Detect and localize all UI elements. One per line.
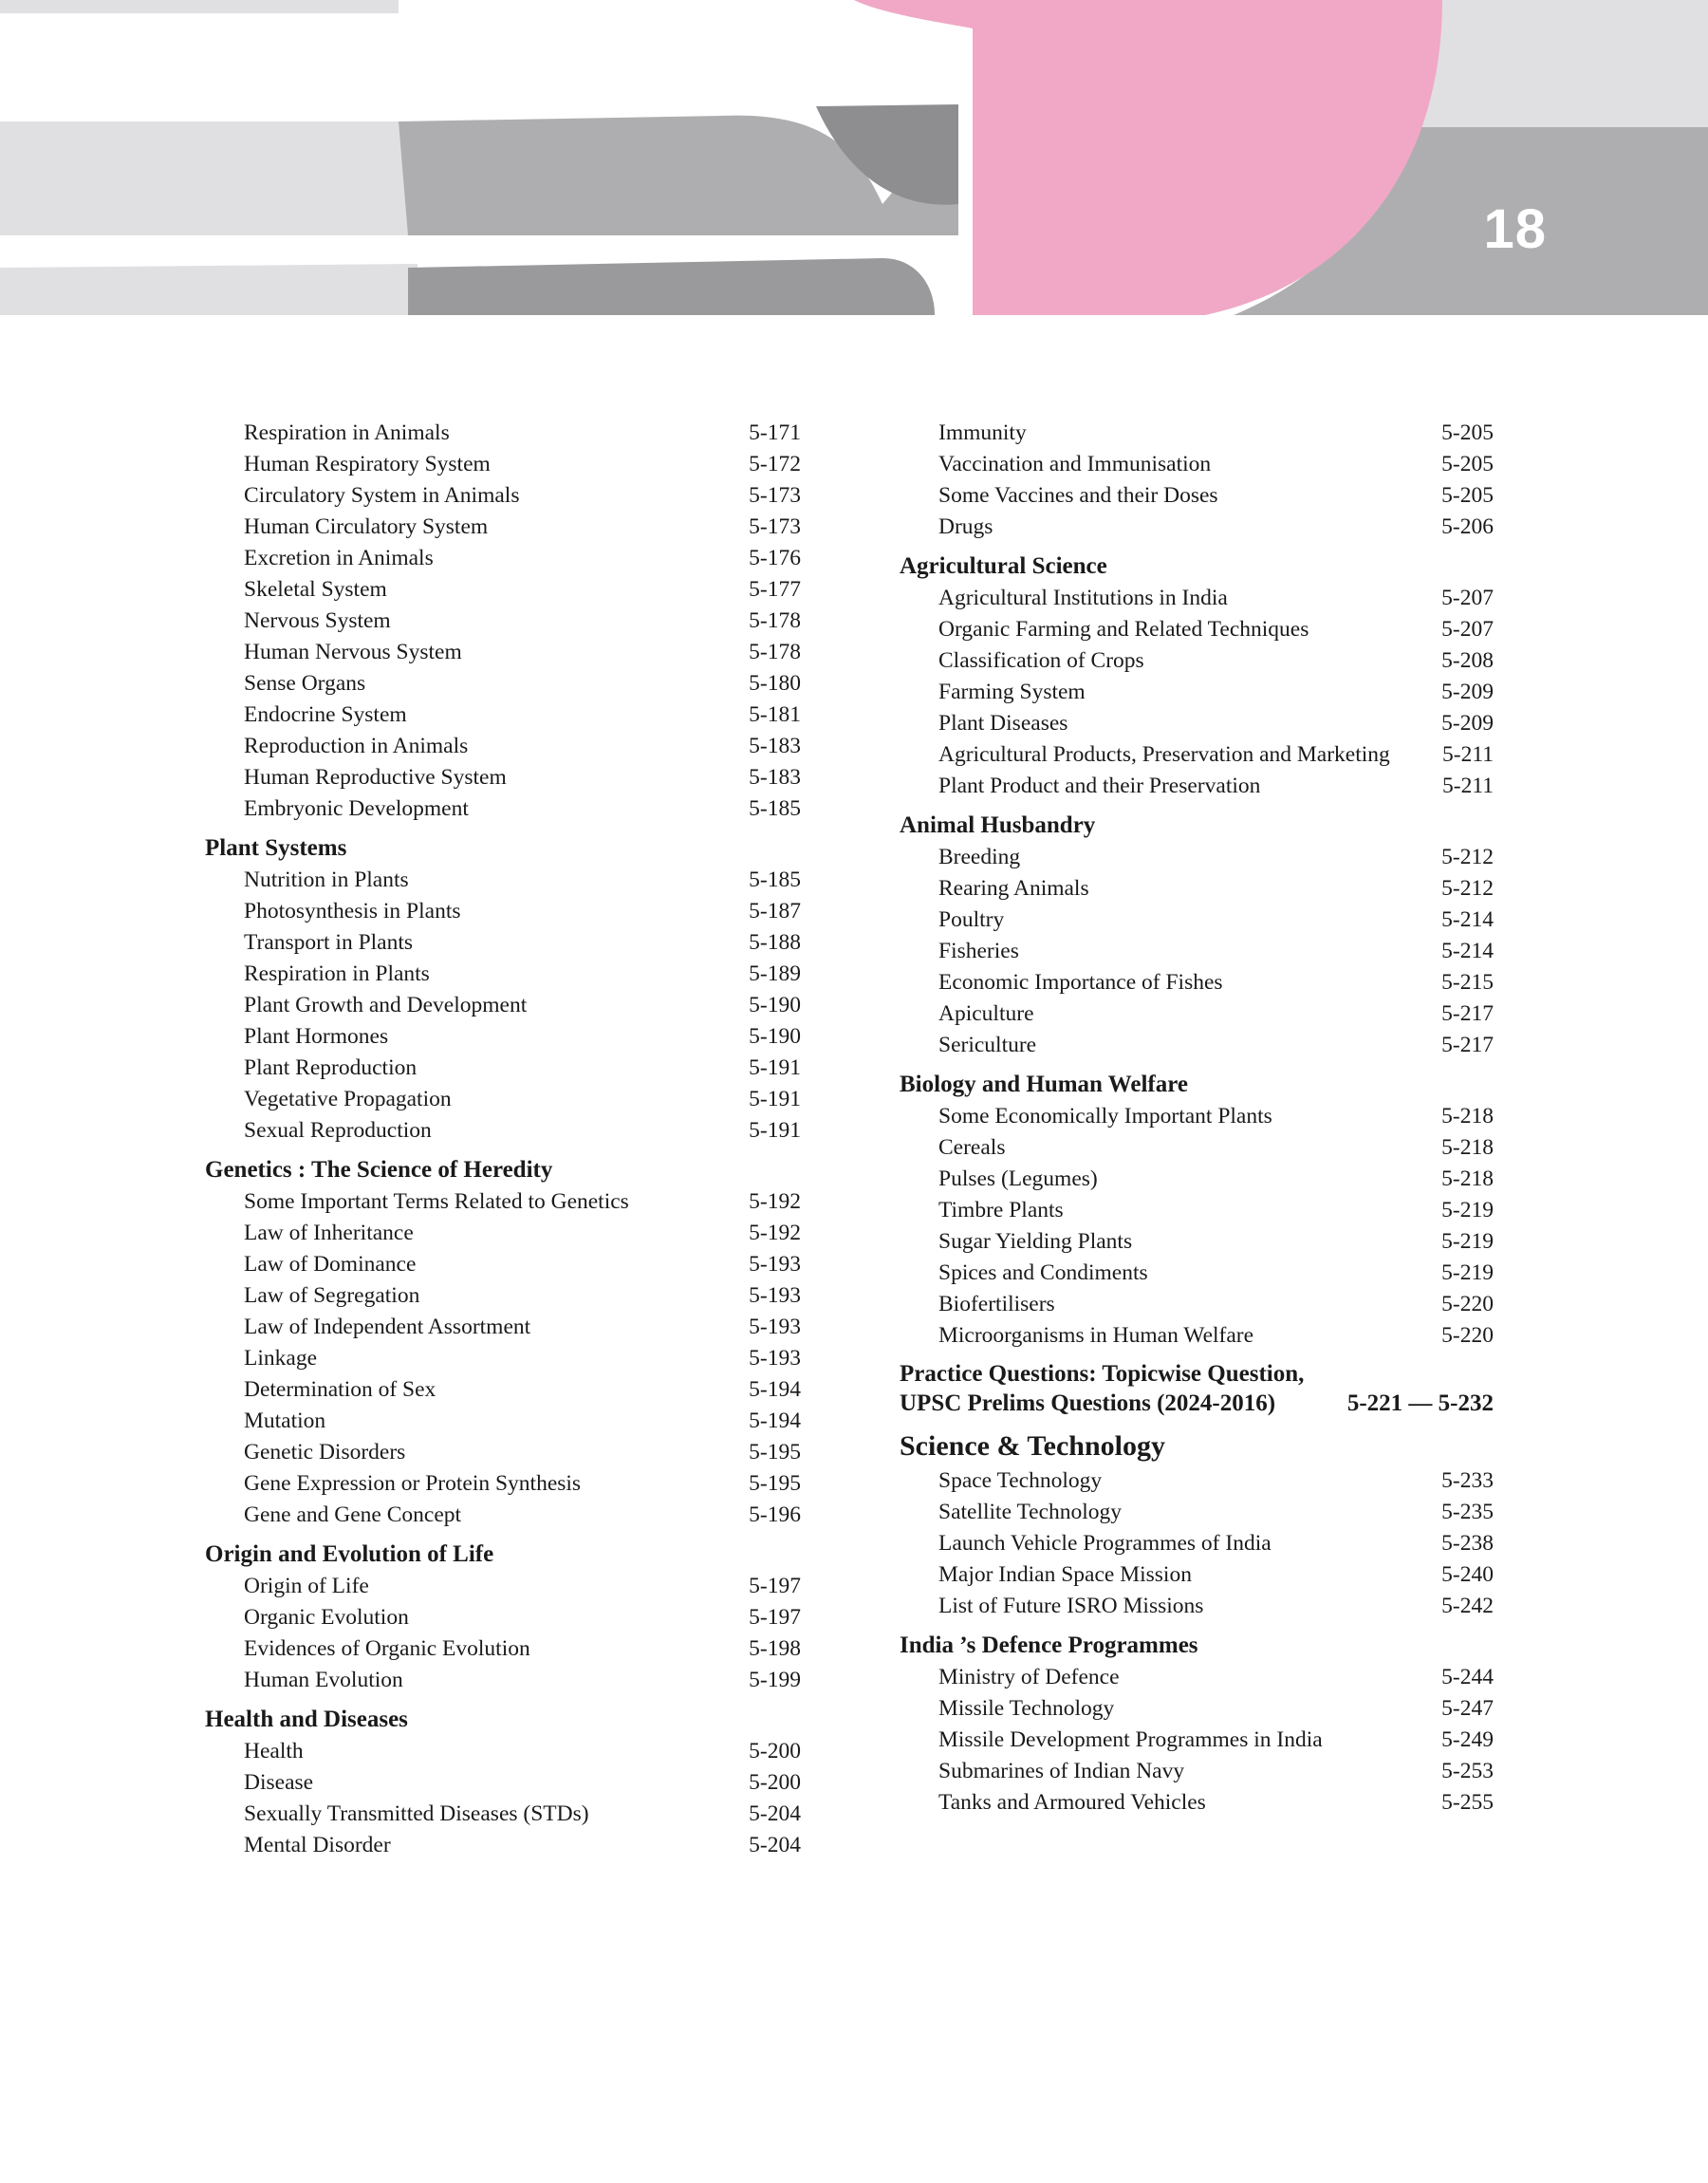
toc-entry-page: 5-207 (1441, 586, 1494, 610)
toc-entry[interactable] (205, 927, 801, 959)
toc-entry[interactable] (205, 1280, 801, 1312)
toc-entry-label: Tanks and Armoured Vehicles (938, 1790, 1206, 1815)
toc-entry-label: Sexual Reproduction (244, 1118, 432, 1143)
toc-entry-label: Mutation (244, 1409, 326, 1433)
toc-entry-page: 5-242 (1441, 1594, 1494, 1618)
toc-entry-label: Microorganisms in Human Welfare (938, 1323, 1254, 1348)
toc-entry[interactable] (900, 1289, 1494, 1320)
toc-entry-label: Classification of Crops (938, 648, 1144, 673)
toc-entry-label: Fisheries (938, 939, 1019, 963)
toc-entry[interactable] (900, 739, 1494, 771)
toc-entry-page: 5-193 (749, 1315, 801, 1339)
toc-entry[interactable] (900, 936, 1494, 967)
toc-entry-page: 5-194 (749, 1409, 801, 1433)
toc-entry[interactable] (900, 1725, 1494, 1756)
toc-entry-label: Transport in Plants (244, 930, 414, 955)
toc-entry-page: 5-173 (749, 483, 801, 508)
toc-entry-label: Law of Segregation (244, 1283, 420, 1308)
toc-entry-page: 5-183 (749, 765, 801, 790)
toc-entry-label: Plant Diseases (938, 711, 1068, 736)
header-banner (0, 0, 1708, 315)
toc-entry-label: Biofertilisers (938, 1292, 1055, 1316)
toc-entry-page: 5-208 (1441, 648, 1494, 673)
toc-entry[interactable] (900, 1101, 1494, 1132)
toc-section (900, 810, 1494, 1061)
toc-entry[interactable] (205, 1602, 801, 1633)
toc-entry-page: 5-191 (749, 1087, 801, 1111)
toc-entry-page: 5-204 (749, 1833, 801, 1857)
toc-entry-page: 5-217 (1441, 1033, 1494, 1057)
toc-entry-label: Missile Development Programmes in India (938, 1727, 1323, 1752)
toc-entry-label: Linkage (244, 1346, 317, 1371)
toc-entry-label: Poultry (938, 907, 1005, 932)
section-heading-health-and-diseases[interactable]: Health and Diseases (205, 1707, 408, 1732)
toc-entry[interactable] (900, 480, 1494, 512)
toc-entry-page: 5-178 (749, 608, 801, 633)
toc-entry[interactable] (205, 418, 801, 449)
toc-entry-label: Human Evolution (244, 1668, 403, 1692)
chapter-title-text: Science & Technology (900, 1430, 1166, 1462)
toc-entry-page: 5-215 (1441, 970, 1494, 995)
toc-entry-page: 5-187 (749, 899, 801, 924)
toc-right-column (900, 418, 1494, 1819)
toc-entry-label: Launch Vehicle Programmes of India (938, 1531, 1272, 1556)
toc-entry-label: Sense Organs (244, 671, 366, 696)
toc-entry[interactable] (900, 1497, 1494, 1528)
toc-entry-label: Agricultural Products, Preservation and Marketing (938, 742, 1390, 767)
toc-entry-label: Embryonic Development (244, 796, 469, 821)
toc-entry[interactable] (205, 896, 801, 927)
practice-line-2: UPSC Prelims Questions (2024-2016) (900, 1390, 1276, 1416)
toc-section (900, 1465, 1494, 1622)
toc-section (205, 1539, 801, 1696)
toc-entry-page: 5-193 (749, 1252, 801, 1277)
toc-entry-label: Gene and Gene Concept (244, 1502, 462, 1527)
toc-entry-label: Some Vaccines and their Doses (938, 483, 1218, 508)
toc-entry[interactable] (205, 1084, 801, 1115)
toc-entry-label: Determination of Sex (244, 1377, 436, 1402)
toc-entry-label: Human Nervous System (244, 640, 462, 664)
toc-entry-label: Submarines of Indian Navy (938, 1759, 1185, 1783)
toc-entry-page: 5-249 (1441, 1727, 1494, 1752)
toc-entry-page: 5-233 (1441, 1468, 1494, 1493)
toc-entry-label: Health (244, 1739, 304, 1763)
toc-entry[interactable] (205, 637, 801, 668)
toc-entry-label: Human Reproductive System (244, 765, 507, 790)
toc-entry-page: 5-190 (749, 993, 801, 1017)
toc-entry[interactable] (900, 1132, 1494, 1164)
toc-entry-page: 5-191 (749, 1118, 801, 1143)
toc-entry-label: Timbre Plants (938, 1198, 1064, 1222)
toc-entry[interactable] (205, 480, 801, 512)
toc-entry[interactable] (900, 1226, 1494, 1258)
toc-entry-page: 5-253 (1441, 1759, 1494, 1783)
toc-entry[interactable] (205, 959, 801, 990)
toc-entry-page: 5-173 (749, 514, 801, 539)
toc-section (205, 832, 801, 1147)
toc-entry-label: Sericulture (938, 1033, 1037, 1057)
toc-entry[interactable] (900, 449, 1494, 480)
toc-entry-label: List of Future ISRO Missions (938, 1594, 1204, 1618)
toc-entry[interactable] (900, 1195, 1494, 1226)
toc-entry[interactable] (205, 1343, 801, 1374)
toc-entry-page: 5-196 (749, 1502, 801, 1527)
toc-section (205, 1154, 801, 1531)
toc-entry[interactable] (205, 1665, 801, 1696)
toc-entry-label: Photosynthesis in Plants (244, 899, 461, 924)
toc-entry-label: Spices and Condiments (938, 1260, 1148, 1285)
toc-section (205, 1704, 801, 1861)
toc-entry-page: 5-193 (749, 1346, 801, 1371)
toc-entry[interactable] (205, 865, 801, 896)
toc-entry-page: 5-219 (1441, 1198, 1494, 1222)
toc-entry[interactable] (205, 512, 801, 543)
toc-entry[interactable] (900, 614, 1494, 645)
toc-entry-page: 5-207 (1441, 617, 1494, 642)
toc-entry-label: Excretion in Animals (244, 546, 434, 570)
toc-entry-page: 5-255 (1441, 1790, 1494, 1815)
toc-entry[interactable] (900, 1693, 1494, 1725)
toc-entry[interactable] (205, 731, 801, 762)
toc-section (900, 550, 1494, 802)
toc-entry-page: 5-235 (1441, 1500, 1494, 1524)
toc-entry[interactable] (205, 1571, 801, 1602)
toc-entry-page: 5-200 (749, 1739, 801, 1763)
toc-entry[interactable] (205, 1799, 801, 1830)
toc-entry-page: 5-193 (749, 1283, 801, 1308)
toc-entry-page: 5-180 (749, 671, 801, 696)
toc-entry-page: 5-219 (1441, 1260, 1494, 1285)
toc-entry-label: Genetic Disorders (244, 1440, 406, 1465)
toc-entry-label: Cereals (938, 1135, 1006, 1160)
toc-entry-page: 5-195 (749, 1471, 801, 1496)
page-number: 18 (1483, 198, 1547, 260)
toc-entry[interactable] (205, 990, 801, 1021)
toc-entry-label: Gene Expression or Protein Synthesis (244, 1471, 582, 1496)
toc-entry-page: 5-212 (1441, 876, 1494, 901)
toc-entry-page: 5-181 (749, 702, 801, 727)
toc-entry[interactable] (900, 512, 1494, 543)
toc-entry-label: Plant Product and their Preservation (938, 774, 1261, 798)
toc-entry-page: 5-185 (749, 796, 801, 821)
toc-entry-page: 5-190 (749, 1024, 801, 1049)
toc-entry-label: Plant Growth and Development (244, 993, 528, 1017)
toc-entry[interactable] (205, 449, 801, 480)
toc-entry-page: 5-197 (749, 1574, 801, 1598)
toc-entry[interactable] (205, 1115, 801, 1147)
toc-entry[interactable] (205, 1312, 801, 1343)
toc-entry[interactable] (900, 998, 1494, 1030)
toc-entry-label: Satellite Technology (938, 1500, 1123, 1524)
toc-entry-page: 5-247 (1441, 1696, 1494, 1721)
toc-entry-page: 5-195 (749, 1440, 801, 1465)
section-heading-genetics-the-science-of-heredity[interactable]: Genetics : The Science of Heredity (205, 1157, 553, 1183)
toc-entry[interactable] (900, 1258, 1494, 1289)
toc-entry[interactable] (900, 873, 1494, 905)
toc-entry-label: Human Respiratory System (244, 452, 491, 476)
toc-entry[interactable] (205, 574, 801, 606)
toc-entry-label: Evidences of Organic Evolution (244, 1636, 530, 1661)
toc-entry[interactable] (205, 762, 801, 793)
toc-entry-page: 5-238 (1441, 1531, 1494, 1556)
toc-entry[interactable] (205, 1053, 801, 1084)
toc-entry[interactable] (205, 1830, 801, 1861)
toc-entry-page: 5-192 (749, 1189, 801, 1214)
toc-entry-label: Origin of Life (244, 1574, 369, 1598)
toc-entry-page: 5-209 (1441, 711, 1494, 736)
toc-left-column (205, 418, 801, 1861)
toc-entry-page: 5-211 (1442, 742, 1494, 767)
toc-section (205, 418, 801, 825)
toc-entry-page: 5-198 (749, 1636, 801, 1661)
toc-entry-label: Circulatory System in Animals (244, 483, 520, 508)
toc-entry-page: 5-185 (749, 868, 801, 892)
toc-entry[interactable] (900, 771, 1494, 802)
toc-entry-page: 5-212 (1441, 845, 1494, 869)
chapter-title[interactable] (900, 1427, 1494, 1465)
toc-entry-page: 5-220 (1441, 1292, 1494, 1316)
toc-section (900, 418, 1494, 543)
toc-section (900, 1069, 1494, 1352)
toc-entry[interactable] (900, 842, 1494, 873)
toc-entry-label: Ministry of Defence (938, 1665, 1120, 1689)
toc-entry-page: 5-177 (749, 577, 801, 602)
toc-entry-label: Law of Independent Assortment (244, 1315, 531, 1339)
toc-entry[interactable] (900, 1756, 1494, 1787)
toc-entry[interactable] (205, 1021, 801, 1053)
toc-entry-page: 5-218 (1441, 1166, 1494, 1191)
practice-line-1: Practice Questions: Topicwise Question, (900, 1361, 1305, 1387)
toc-entry-label: Respiration in Plants (244, 961, 430, 986)
toc-entry[interactable] (205, 1767, 801, 1799)
toc-entry-page: 5-188 (749, 930, 801, 955)
toc-entry-page: 5-209 (1441, 680, 1494, 704)
toc-entry[interactable] (900, 1465, 1494, 1497)
toc-entry[interactable] (900, 1528, 1494, 1559)
toc-entry-label: Space Technology (938, 1468, 1103, 1493)
section-heading-agricultural-science[interactable]: Agricultural Science (900, 553, 1107, 579)
toc-entry-label: Organic Evolution (244, 1605, 409, 1630)
toc-entry-label: Organic Farming and Related Techniques (938, 617, 1309, 642)
practice-questions-heading[interactable] (900, 1359, 1494, 1418)
section-heading-plant-systems[interactable]: Plant Systems (205, 835, 347, 861)
toc-entry-label: Skeletal System (244, 577, 387, 602)
toc-entry-label: Sugar Yielding Plants (938, 1229, 1133, 1254)
toc-entry-page: 5-199 (749, 1668, 801, 1692)
toc-entry[interactable] (900, 418, 1494, 449)
toc-entry[interactable] (205, 1437, 801, 1468)
toc-entry-page: 5-192 (749, 1221, 801, 1245)
toc-entry[interactable] (205, 1406, 801, 1437)
toc-entry-page: 5-183 (749, 734, 801, 758)
toc-entry-label: Plant Reproduction (244, 1055, 418, 1080)
toc-entry[interactable] (205, 668, 801, 700)
toc-entry-label: Some Economically Important Plants (938, 1104, 1272, 1129)
toc-entry-label: Vaccination and Immunisation (938, 452, 1212, 476)
toc-entry[interactable] (205, 1186, 801, 1218)
toc-entry-label: Human Circulatory System (244, 514, 489, 539)
toc-entry-label: Endocrine System (244, 702, 407, 727)
toc-entry-page: 5-214 (1441, 907, 1494, 932)
toc-entry[interactable] (205, 1218, 801, 1249)
toc-entry-label: Immunity (938, 420, 1027, 445)
toc-entry[interactable] (205, 700, 801, 731)
toc-entry-page: 5-172 (749, 452, 801, 476)
toc-section (900, 1630, 1494, 1819)
toc-entry-page: 5-191 (749, 1055, 801, 1080)
toc-entry-page: 5-220 (1441, 1323, 1494, 1348)
toc-entry-label: Vegetative Propagation (244, 1087, 452, 1111)
toc-entry[interactable] (205, 1736, 801, 1767)
toc-entry-label: Reproduction in Animals (244, 734, 469, 758)
toc-entry-label: Plant Hormones (244, 1024, 389, 1049)
practice-pages: 5-221 — 5-232 (1346, 1390, 1494, 1416)
toc-entry-page: 5-244 (1441, 1665, 1494, 1689)
section-heading-india-s-defence-programmes[interactable]: India ’s Defence Programmes (900, 1633, 1198, 1658)
toc-entry-page: 5-205 (1441, 452, 1494, 476)
section-heading-biology-and-human-welfare[interactable]: Biology and Human Welfare (900, 1072, 1188, 1097)
toc-entry-page: 5-217 (1441, 1001, 1494, 1026)
toc-entry-label: Law of Dominance (244, 1252, 417, 1277)
toc-entry-page: 5-200 (749, 1770, 801, 1795)
toc-entry[interactable] (205, 1374, 801, 1406)
toc-entry-label: Major Indian Space Mission (938, 1562, 1192, 1587)
toc-entry-label: Drugs (938, 514, 993, 539)
toc-entry-page: 5-218 (1441, 1135, 1494, 1160)
toc-entry-label: Farming System (938, 680, 1086, 704)
toc-entry[interactable] (900, 1030, 1494, 1061)
toc-right-part-a (900, 418, 1494, 1352)
toc-entry[interactable] (900, 1591, 1494, 1622)
toc-entry[interactable] (205, 543, 801, 574)
toc-entry[interactable] (900, 677, 1494, 708)
toc-entry[interactable] (900, 645, 1494, 677)
toc-entry-label: Sexually Transmitted Diseases (STDs) (244, 1801, 589, 1826)
toc-entry[interactable] (900, 1320, 1494, 1352)
toc-entry-page: 5-205 (1441, 483, 1494, 508)
toc-entry-label: Nervous System (244, 608, 391, 633)
toc-entry-page: 5-204 (749, 1801, 801, 1826)
toc-entry[interactable] (900, 1164, 1494, 1195)
toc-entry-label: Nutrition in Plants (244, 868, 409, 892)
toc-entry-page: 5-178 (749, 640, 801, 664)
toc-entry-page: 5-189 (749, 961, 801, 986)
toc-entry-label: Economic Importance of Fishes (938, 970, 1223, 995)
toc-entry[interactable] (900, 708, 1494, 739)
toc-entry-label: Pulses (Legumes) (938, 1166, 1098, 1191)
toc-entry[interactable] (205, 1468, 801, 1500)
toc-entry[interactable] (205, 1500, 801, 1531)
toc-entry[interactable] (900, 967, 1494, 998)
toc-entry-page: 5-206 (1441, 514, 1494, 539)
toc-entry-label: Law of Inheritance (244, 1221, 414, 1245)
toc-entry-label: Disease (244, 1770, 314, 1795)
toc-entry-page: 5-205 (1441, 420, 1494, 445)
toc-entry[interactable] (205, 1633, 801, 1665)
toc-entry[interactable] (205, 793, 801, 825)
toc-entry-page: 5-218 (1441, 1104, 1494, 1129)
toc-entry-page: 5-214 (1441, 939, 1494, 963)
toc-entry-page: 5-219 (1441, 1229, 1494, 1254)
toc-entry[interactable] (900, 1662, 1494, 1693)
toc-entry-page: 5-171 (749, 420, 801, 445)
toc-entry-page: 5-176 (749, 546, 801, 570)
toc-entry-page: 5-197 (749, 1605, 801, 1630)
toc-entry-label: Some Important Terms Related to Genetics (244, 1189, 629, 1214)
toc-entry-label: Mental Disorder (244, 1833, 391, 1857)
toc-entry-label: Rearing Animals (938, 876, 1089, 901)
toc-entry[interactable] (900, 905, 1494, 936)
toc-entry-page: 5-211 (1442, 774, 1494, 798)
toc-entry-label: Missile Technology (938, 1696, 1115, 1721)
toc-entry-label: Respiration in Animals (244, 420, 450, 445)
toc-right-part-b (900, 1465, 1494, 1819)
toc-entry-label: Agricultural Institutions in India (938, 586, 1228, 610)
toc-entry-page: 5-240 (1441, 1562, 1494, 1587)
toc-entry[interactable] (900, 1559, 1494, 1591)
section-heading-animal-husbandry[interactable]: Animal Husbandry (900, 812, 1096, 838)
toc-entry[interactable] (900, 1787, 1494, 1819)
toc-entry-label: Apiculture (938, 1001, 1034, 1026)
toc-entry-page: 5-194 (749, 1377, 801, 1402)
toc-entry[interactable] (205, 1249, 801, 1280)
toc-entry[interactable] (900, 583, 1494, 614)
toc-entry-label: Breeding (938, 845, 1021, 869)
toc-entry[interactable] (205, 606, 801, 637)
section-heading-origin-and-evolution-of-life[interactable]: Origin and Evolution of Life (205, 1541, 494, 1567)
